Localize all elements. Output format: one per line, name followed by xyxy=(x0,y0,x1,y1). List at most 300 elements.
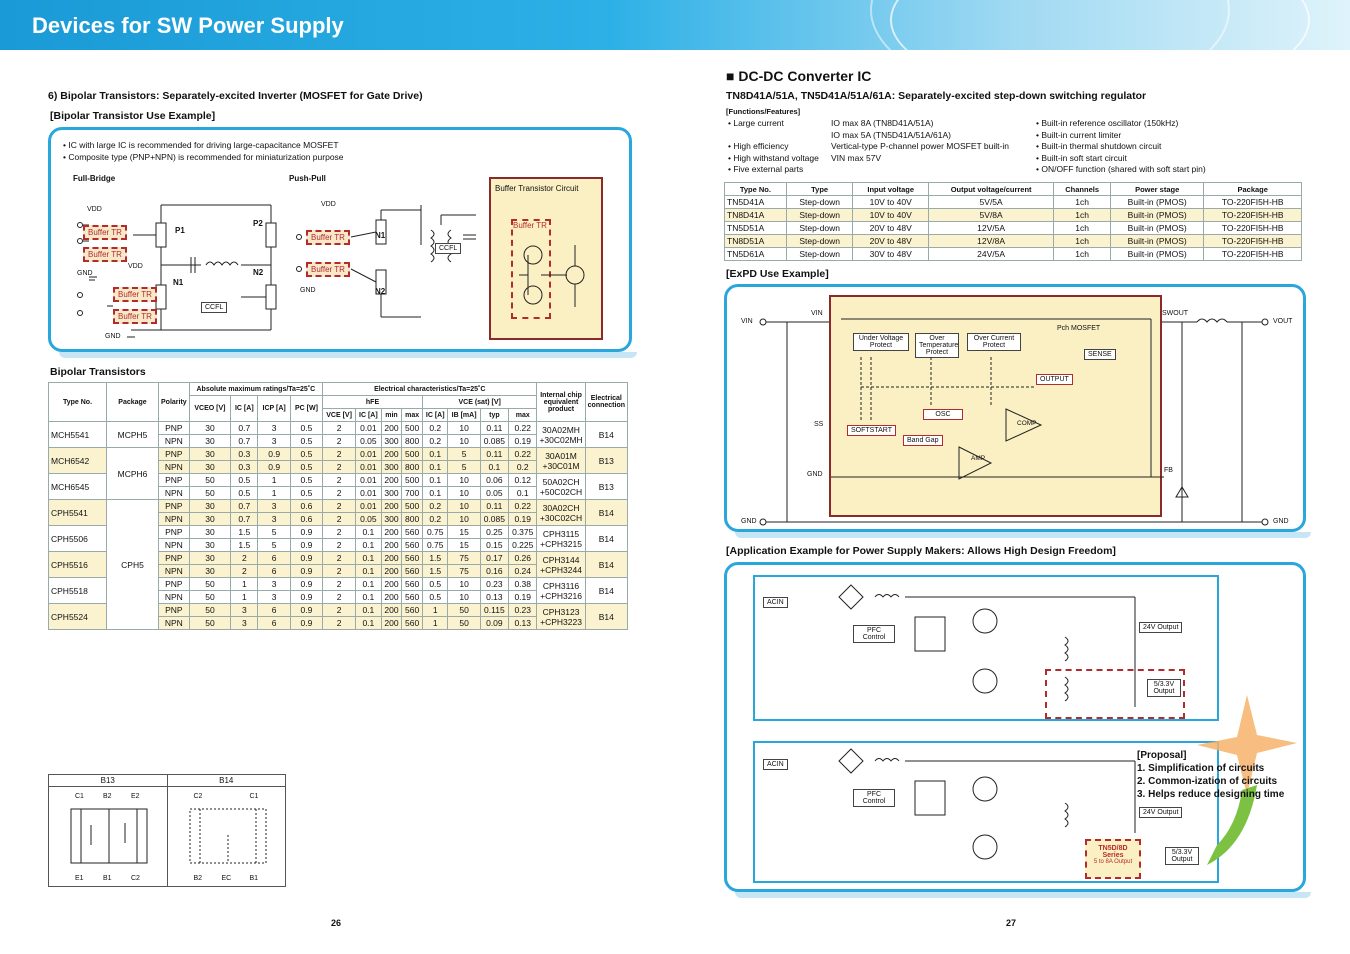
table-cell: 0.9 xyxy=(258,461,290,474)
connection-diagrams xyxy=(48,774,286,887)
th-hfe: hFE xyxy=(323,396,423,409)
page-number-right: 27 xyxy=(1006,918,1017,928)
table-cell: 0.11 xyxy=(480,500,508,513)
th-ib: IB [mA] xyxy=(448,409,480,422)
table-cell: 0.1 xyxy=(422,448,448,461)
table-cell: 0.19 xyxy=(509,435,537,448)
table-cell: CPH5 xyxy=(107,500,159,630)
feature-detail: Vertical-type P-channel power MOSFET built-in xyxy=(831,141,1009,151)
buffer-tr-label: Buffer TR xyxy=(513,221,547,230)
table-cell: 5V/5A xyxy=(928,196,1053,209)
use-example-title: [Bipolar Transistor Use Example] xyxy=(50,110,216,122)
table-cell: PNP xyxy=(159,578,190,591)
table-cell: NPN xyxy=(159,591,190,604)
buffer-circuit-label: Buffer Transistor Circuit xyxy=(495,184,579,193)
table-cell: 0.15 xyxy=(480,539,508,552)
dcdc-subtitle: TN8D41A/51A, TN5D41A/51A/61A: Separately-excited step-down switching regulator xyxy=(726,90,1147,102)
th-type-no: Type No. xyxy=(49,383,107,422)
table-cell: 1ch xyxy=(1054,209,1111,222)
table-cell: 30 xyxy=(189,565,231,578)
table-cell: 0.1 xyxy=(356,552,382,565)
table-cell: B14 xyxy=(585,578,627,604)
table-cell: 0.7 xyxy=(231,513,258,526)
buffer-tr-label: Buffer TR xyxy=(113,287,157,302)
table-cell: 0.11 xyxy=(480,448,508,461)
use-example-bullets xyxy=(63,139,344,163)
table-cell: 50 xyxy=(189,604,231,617)
table-cell: CPH5524 xyxy=(49,604,107,630)
table-cell: 0.12 xyxy=(509,474,537,487)
b14-pin: B2 xyxy=(193,875,203,882)
table-cell: 30 xyxy=(189,422,231,435)
table-cell: TO-220FI5H-HB xyxy=(1204,209,1302,222)
table-cell: PNP xyxy=(159,474,190,487)
table-cell: TO-220FI5H-HB xyxy=(1204,248,1302,261)
table-cell: 0.5 xyxy=(290,448,322,461)
th-typ: typ xyxy=(480,409,508,422)
table-cell: 2 xyxy=(323,448,356,461)
buffer-circuit-schematic xyxy=(515,235,595,315)
table-cell: 3 xyxy=(258,591,290,604)
table-cell: 0.05 xyxy=(356,435,382,448)
expd-title: [ExPD Use Example] xyxy=(726,268,829,280)
b13-schematic xyxy=(69,805,149,867)
table-cell: 50 xyxy=(448,617,480,630)
th-vceo: VCEO [V] xyxy=(189,396,231,422)
table-cell: Step-down xyxy=(786,209,853,222)
table-cell: 50A02CH +50C02CH xyxy=(537,474,585,500)
table-cell: PNP xyxy=(159,448,190,461)
table-cell: TO-220FI5H-HB xyxy=(1204,196,1302,209)
table-cell: B14 xyxy=(585,500,627,526)
table-cell: 0.2 xyxy=(422,422,448,435)
table-cell: 10 xyxy=(448,422,480,435)
comp-label: COMP xyxy=(1017,420,1037,427)
table-cell: 10 xyxy=(448,435,480,448)
table-cell: 0.9 xyxy=(290,552,322,565)
p1-label: P1 xyxy=(175,226,185,235)
table-cell: B13 xyxy=(585,474,627,500)
table-cell: 1 xyxy=(231,591,258,604)
table-cell: Step-down xyxy=(786,235,853,248)
table-cell: 200 xyxy=(381,565,402,578)
table-cell: CPH3116 +CPH3216 xyxy=(537,578,585,604)
table-cell: 200 xyxy=(381,474,402,487)
table-cell: 500 xyxy=(402,448,423,461)
table-cell: 15 xyxy=(448,526,480,539)
acin-label: ACIN xyxy=(763,597,788,608)
table-cell: 0.2 xyxy=(422,500,448,513)
pfc-control-block: PFC Control xyxy=(853,625,895,643)
table-cell: 0.05 xyxy=(480,487,508,500)
table-cell: 0.01 xyxy=(356,500,382,513)
full-bridge-label: Full-Bridge xyxy=(73,174,116,183)
vdd-label-2: VDD xyxy=(128,263,143,270)
b13-pin: C1 xyxy=(75,793,84,800)
th-max: max xyxy=(402,409,423,422)
table-cell: 1.5 xyxy=(422,565,448,578)
table-cell: 200 xyxy=(381,578,402,591)
table-cell: 2 xyxy=(323,435,356,448)
table-cell: 0.5 xyxy=(290,487,322,500)
bandgap-block: Band Gap xyxy=(903,435,943,446)
table-row xyxy=(49,500,628,513)
table-cell: 0.9 xyxy=(290,591,322,604)
table-cell: TN5D61A xyxy=(725,248,787,261)
table-cell: NPN xyxy=(159,565,190,578)
table-header: Package xyxy=(1204,183,1302,196)
table-cell: 0.1 xyxy=(422,461,448,474)
table-cell: 0.19 xyxy=(509,591,537,604)
table-cell: 200 xyxy=(381,526,402,539)
table-cell: 2 xyxy=(323,422,356,435)
table-cell: 30 xyxy=(189,539,231,552)
table-cell: 50 xyxy=(189,487,231,500)
features-col3 xyxy=(1036,118,1206,176)
th-abs-max: Absolute maximum ratings/Ta=25˚C xyxy=(189,383,322,396)
table-cell: 2 xyxy=(323,617,356,630)
table-cell: 0.01 xyxy=(356,422,382,435)
table-header: Type No. xyxy=(725,183,787,196)
table-header: Input voltage xyxy=(853,183,928,196)
b13-pin: B1 xyxy=(103,875,112,882)
vout-label: VOUT xyxy=(1273,318,1293,325)
b13-pin: E2 xyxy=(131,793,140,800)
table-cell: 0.75 xyxy=(422,526,448,539)
buffer-tr-label: Buffer TR xyxy=(306,230,350,245)
gnd-label-pp: GND xyxy=(300,287,316,294)
th-internal: Internal chip equivalent product xyxy=(537,383,585,422)
table-row xyxy=(725,196,1302,209)
table-cell: MCPH6 xyxy=(107,448,159,500)
app-panel xyxy=(724,562,1306,892)
table-cell: PNP xyxy=(159,552,190,565)
table-cell: 0.06 xyxy=(480,474,508,487)
table-cell: 1ch xyxy=(1054,196,1111,209)
table-cell: 2 xyxy=(323,539,356,552)
table-cell: 0.1 xyxy=(356,591,382,604)
table-cell: 0.13 xyxy=(509,617,537,630)
table-cell: Built-in (PMOS) xyxy=(1110,248,1204,261)
table-cell: Built-in (PMOS) xyxy=(1110,209,1204,222)
table-cell: 800 xyxy=(402,513,423,526)
table-cell: PNP xyxy=(159,500,190,513)
vin-left-label: VIN xyxy=(741,318,753,325)
table-cell: 20V to 48V xyxy=(853,222,928,235)
swout-label: SWOUT xyxy=(1162,310,1189,317)
table-cell: 0.01 xyxy=(356,461,382,474)
table-cell: 560 xyxy=(402,565,423,578)
table-cell: NPN xyxy=(159,539,190,552)
table-cell: 0.7 xyxy=(231,435,258,448)
table-cell: 1 xyxy=(422,604,448,617)
feature-item: • Built-in reference oscillator (150kHz) xyxy=(1036,118,1179,128)
table-cell: 0.1 xyxy=(422,487,448,500)
expd-external-schematic xyxy=(727,287,1307,532)
table-cell: 0.2 xyxy=(422,435,448,448)
table-cell: 10 xyxy=(448,474,480,487)
table-cell: MCH5541 xyxy=(49,422,107,448)
ccfl-box: CCFL xyxy=(201,302,227,313)
table-cell: TN8D41A xyxy=(725,209,787,222)
push-pull-label: Push-Pull xyxy=(289,174,326,183)
table-cell: TN5D51A xyxy=(725,222,787,235)
table-cell: 2 xyxy=(323,578,356,591)
table-cell: 5 xyxy=(448,461,480,474)
table-cell: 10V to 40V xyxy=(853,209,928,222)
table-cell: 2 xyxy=(323,500,356,513)
table-cell: 0.01 xyxy=(356,474,382,487)
table-cell: 1ch xyxy=(1054,222,1111,235)
title-banner xyxy=(0,0,1350,50)
table-cell: 0.5 xyxy=(290,435,322,448)
dcdc-title: ■ DC-DC Converter IC xyxy=(726,68,872,84)
table-cell: 50 xyxy=(189,578,231,591)
table-cell: 800 xyxy=(402,435,423,448)
buffer-tr-label: Buffer TR xyxy=(306,262,350,277)
table-cell: 0.16 xyxy=(480,565,508,578)
output-24v-label-2: 24V Output xyxy=(1139,807,1182,818)
app-title: [Application Example for Power Supply Makers: Allows High Design Freedom] xyxy=(726,545,1116,557)
table-cell: 1ch xyxy=(1054,248,1111,261)
table-cell: 0.085 xyxy=(480,435,508,448)
table-cell: 560 xyxy=(402,591,423,604)
bullet-1: • IC with large IC is recommended for driving large-capacitance MOSFET xyxy=(63,140,339,150)
b14-schematic xyxy=(188,805,268,867)
table-cell: TO-220FI5H-HB xyxy=(1204,222,1302,235)
table-cell: 0.22 xyxy=(509,422,537,435)
sense-block: SENSE xyxy=(1084,349,1116,360)
table-row xyxy=(49,422,628,435)
feature-item: • Large current xyxy=(728,118,784,128)
table-cell: 0.5 xyxy=(422,578,448,591)
table-cell: 200 xyxy=(381,422,402,435)
full-bridge-schematic xyxy=(71,185,286,345)
p2-label: P2 xyxy=(253,219,263,228)
table-cell: Step-down xyxy=(786,248,853,261)
table-row xyxy=(49,448,628,461)
table-cell: 0.9 xyxy=(290,539,322,552)
buffer-tr-label: Buffer TR xyxy=(83,247,127,262)
table-cell: 3 xyxy=(231,604,258,617)
buffer-circuit-box xyxy=(489,177,603,340)
table-cell: 0.19 xyxy=(509,513,537,526)
gnd-left-label: GND xyxy=(741,518,757,525)
table-cell: 30 xyxy=(189,461,231,474)
table-cell: 0.17 xyxy=(480,552,508,565)
th-icp: ICP [A] xyxy=(258,396,290,422)
page-title: Devices for SW Power Supply xyxy=(32,13,344,38)
tn-series-sub: 5 to 8A Output xyxy=(1093,859,1133,865)
table-cell: 12V/5A xyxy=(928,222,1053,235)
n2-label-pp: N2 xyxy=(375,287,386,296)
table-cell: 0.5 xyxy=(290,474,322,487)
table-row xyxy=(725,209,1302,222)
features-col2 xyxy=(831,118,1009,164)
table-cell: 0.085 xyxy=(480,513,508,526)
table-cell: 1 xyxy=(258,474,290,487)
table-cell: TO-220FI5H-HB xyxy=(1204,235,1302,248)
table-cell: 0.1 xyxy=(356,539,382,552)
table-cell: Step-down xyxy=(786,222,853,235)
th-polarity: Polarity xyxy=(159,383,190,422)
table-cell: 12V/8A xyxy=(928,235,1053,248)
table-cell: 3 xyxy=(258,422,290,435)
th-max2: max xyxy=(509,409,537,422)
table-cell: 0.1 xyxy=(422,474,448,487)
table-cell: 50 xyxy=(189,474,231,487)
table-cell: B13 xyxy=(585,448,627,474)
feature-detail: VIN max 57V xyxy=(831,152,882,163)
th-ic: IC [A] xyxy=(231,396,258,422)
b13-diagram xyxy=(49,787,168,887)
table-cell: 0.7 xyxy=(231,500,258,513)
output-block: OUTPUT xyxy=(1036,374,1073,385)
n2-label: N2 xyxy=(253,268,264,277)
proposal-item: 2. Common-ization of circuits xyxy=(1137,776,1278,787)
ccfl-box-pp: CCFL xyxy=(435,243,461,254)
table-cell: 0.22 xyxy=(509,500,537,513)
th-package: Package xyxy=(107,383,159,422)
amp-label: AMP xyxy=(971,455,986,462)
table-cell: 1 xyxy=(422,617,448,630)
table-cell: 10 xyxy=(448,591,480,604)
table-row xyxy=(725,248,1302,261)
page-number-left: 26 xyxy=(331,918,342,928)
table-cell: 200 xyxy=(381,500,402,513)
table-cell: 0.05 xyxy=(356,513,382,526)
table-cell: 75 xyxy=(448,552,480,565)
n1-label: N1 xyxy=(173,278,184,287)
table-cell: 2 xyxy=(323,604,356,617)
table-cell: 6 xyxy=(258,617,290,630)
table-cell: B14 xyxy=(585,552,627,578)
th-vce: VCE [V] xyxy=(323,409,356,422)
feature-item: • Built-in current limiter xyxy=(1036,129,1122,140)
table-header: Output voltage/current xyxy=(928,183,1053,196)
table-cell: 200 xyxy=(381,448,402,461)
table-cell: 30 xyxy=(189,552,231,565)
table-cell: 1.5 xyxy=(231,539,258,552)
proposal-item: 1. Simplification of circuits xyxy=(1137,763,1265,774)
table-cell: B14 xyxy=(585,526,627,552)
table-cell: 30 xyxy=(189,435,231,448)
feature-item: • High efficiency xyxy=(728,141,789,151)
b13-label: B13 xyxy=(49,775,168,787)
table-cell: 1.5 xyxy=(231,526,258,539)
output-24v-label: 24V Output xyxy=(1139,622,1182,633)
table-cell: 560 xyxy=(402,617,423,630)
table-cell: 0.2 xyxy=(509,461,537,474)
table-header: Type xyxy=(786,183,853,196)
table-cell: 0.9 xyxy=(258,448,290,461)
table-row xyxy=(725,235,1302,248)
feature-item: • High withstand voltage xyxy=(728,152,819,163)
table-cell: 700 xyxy=(402,487,423,500)
table-cell: 200 xyxy=(381,617,402,630)
feature-item: • Built-in thermal shutdown circuit xyxy=(1036,141,1162,151)
table-cell: 50 xyxy=(189,591,231,604)
table-cell: 2 xyxy=(231,552,258,565)
table-row xyxy=(725,222,1302,235)
table-cell: NPN xyxy=(159,461,190,474)
proposal-item: 3. Helps reduce designing time xyxy=(1137,789,1285,800)
b13-pin: C2 xyxy=(131,875,140,882)
table-cell: 560 xyxy=(402,539,423,552)
table-cell: 0.1 xyxy=(356,604,382,617)
table-cell: 0.22 xyxy=(509,448,537,461)
b14-pin: B1 xyxy=(249,875,259,882)
pch-label: Pch MOSFET xyxy=(1057,325,1101,332)
table-cell: 200 xyxy=(381,539,402,552)
table-cell: 0.23 xyxy=(509,604,537,617)
table-cell: Built-in (PMOS) xyxy=(1110,235,1204,248)
th-pc: PC [W] xyxy=(290,396,322,422)
softstart-block: SOFTSTART xyxy=(847,425,896,436)
table-cell: 0.75 xyxy=(422,539,448,552)
table-cell: 30 xyxy=(189,513,231,526)
table-cell: 3 xyxy=(258,435,290,448)
b13-pin: E1 xyxy=(75,875,84,882)
table-cell: 0.1 xyxy=(356,617,382,630)
tn-series-label: TN5D/8D Series xyxy=(1098,845,1128,859)
table-cell: 500 xyxy=(402,474,423,487)
feature-detail: IO max 5A (TN5D41A/51A/61A) xyxy=(831,129,951,140)
table-cell: 0.1 xyxy=(480,461,508,474)
features-title: [Functions/Features] xyxy=(726,107,801,116)
vdd-label: VDD xyxy=(87,206,102,213)
gnd-label: GND xyxy=(77,270,93,277)
b14-label: B14 xyxy=(167,775,286,787)
table-cell: 0.13 xyxy=(480,591,508,604)
ocp-block: Over Current Protect xyxy=(967,333,1021,351)
table-cell: 6 xyxy=(258,565,290,578)
table-cell: 2 xyxy=(323,474,356,487)
uvp-block: Under Voltage Protect xyxy=(853,333,909,351)
table-cell: 560 xyxy=(402,604,423,617)
table-cell: 0.115 xyxy=(480,604,508,617)
table-cell: 30A01M +30C01M xyxy=(537,448,585,474)
table-cell: 0.01 xyxy=(356,487,382,500)
table-cell: 2 xyxy=(231,565,258,578)
table-cell: NPN xyxy=(159,617,190,630)
table-cell: 1ch xyxy=(1054,235,1111,248)
table-cell: CPH5506 xyxy=(49,526,107,552)
th-ic2: IC [A] xyxy=(356,409,382,422)
table-cell: 0.1 xyxy=(356,578,382,591)
table-cell: 15 xyxy=(448,539,480,552)
table-cell: 0.9 xyxy=(290,604,322,617)
pfc-control-block-2: PFC Control xyxy=(853,789,895,807)
table-cell: CPH5541 xyxy=(49,500,107,526)
table-cell: 0.5 xyxy=(231,487,258,500)
regulator-table xyxy=(724,182,1302,261)
feature-item: • Built-in soft start circuit xyxy=(1036,152,1127,163)
table-cell: 30A02MH +30C02MH xyxy=(537,422,585,448)
table-cell: 2 xyxy=(323,526,356,539)
table-cell: 30A02CH +30C02CH xyxy=(537,500,585,526)
table-cell: PNP xyxy=(159,604,190,617)
table-cell: TN5D41A xyxy=(725,196,787,209)
output-5v-label: 5/3.3V Output xyxy=(1147,679,1181,697)
table-cell: 560 xyxy=(402,552,423,565)
table-cell: 0.1 xyxy=(356,526,382,539)
n1-label-pp: N1 xyxy=(375,231,386,240)
push-pull-schematic xyxy=(291,185,481,335)
table-cell: 30 xyxy=(189,500,231,513)
table-cell: 3 xyxy=(258,500,290,513)
th-ic3: IC [A] xyxy=(422,409,448,422)
